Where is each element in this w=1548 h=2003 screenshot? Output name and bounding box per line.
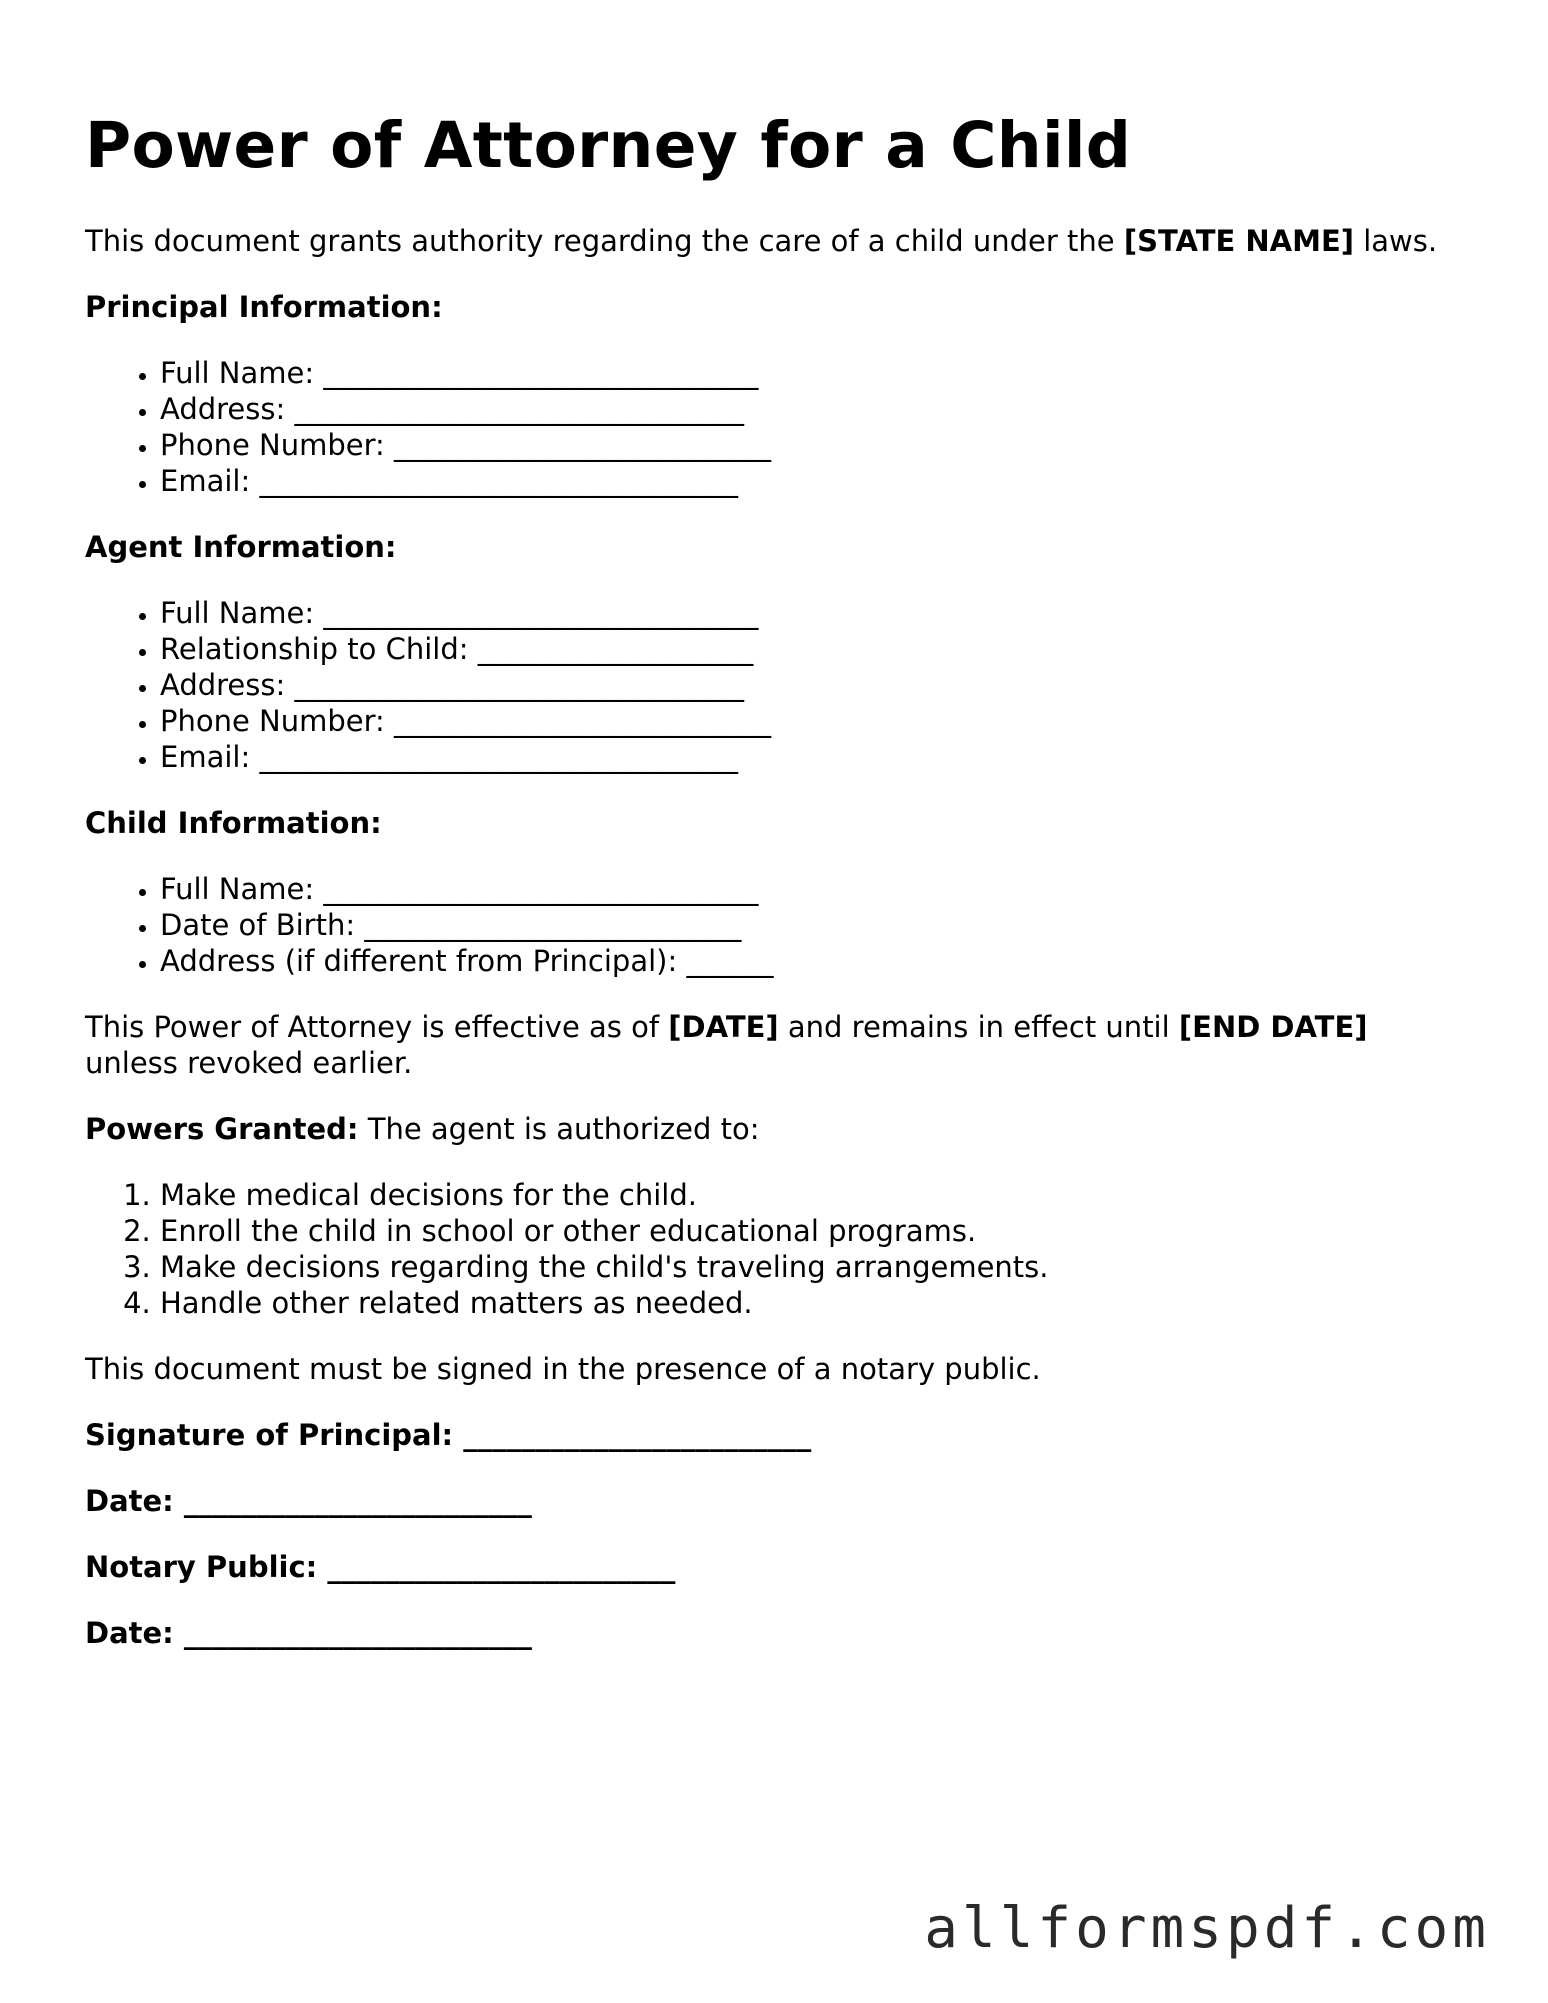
power-item: 2. Enroll the child in school or other educational programs. [160, 1213, 1465, 1249]
agent-email-field [160, 739, 1465, 775]
child-address-field [160, 943, 1465, 979]
principal-date-line [85, 1483, 1465, 1519]
principal-phone-field [160, 427, 1465, 463]
agent-heading: Agent Information: [85, 530, 397, 564]
field-label: Phone Number: [160, 428, 395, 462]
effective-text-end: unless revoked earlier. [85, 1046, 413, 1080]
field-label: Email: [160, 464, 260, 498]
intro-text: This document grants authority regarding the care of a child under the [85, 224, 1124, 258]
address-blank[interactable]: ______ [686, 944, 774, 978]
powers-list [85, 1177, 1465, 1321]
notary-label: Notary Public: [85, 1550, 328, 1584]
address-blank[interactable]: _______________________________ [294, 668, 744, 702]
principal-fields-list [85, 355, 1465, 499]
agent-phone-field [160, 703, 1465, 739]
power-item: 3. Make decisions regarding the child's traveling arrangements. [160, 1249, 1465, 1285]
intro-text-end: laws. [1354, 224, 1438, 258]
end-date-placeholder: [END DATE] [1178, 1010, 1368, 1044]
notary-signature-line [85, 1549, 1465, 1585]
field-label: Address (if different from Principal): [160, 944, 687, 978]
principal-email-field [160, 463, 1465, 499]
date-blank[interactable]: ________________________ [183, 1484, 532, 1518]
agent-fields-list [85, 595, 1465, 775]
field-label: Email: [160, 740, 260, 774]
field-label: Full Name: [160, 872, 324, 906]
agent-full-name-field [160, 595, 1465, 631]
intro-paragraph [85, 223, 1465, 259]
power-item: 1. Make medical decisions for the child. [160, 1177, 1465, 1213]
watermark-text: allformspdf.com [924, 1896, 1490, 1961]
relationship-blank[interactable]: ___________________ [477, 632, 754, 666]
principal-signature-line [85, 1417, 1465, 1453]
child-dob-field [160, 907, 1465, 943]
effective-text-middle: and remains in effect until [778, 1010, 1179, 1044]
power-item: 4. Handle other related matters as needed. [160, 1285, 1465, 1321]
notary-date-line [85, 1615, 1465, 1651]
field-label: Phone Number: [160, 704, 395, 738]
child-full-name-field [160, 871, 1465, 907]
notary-requirement: This document must be signed in the presence of a notary public. [85, 1352, 1041, 1386]
field-label: Address: [160, 392, 295, 426]
agent-relationship-field [160, 631, 1465, 667]
full-name-blank[interactable]: ______________________________ [323, 596, 759, 630]
signature-blank[interactable]: ________________________ [463, 1418, 812, 1452]
dob-blank[interactable]: __________________________ [364, 908, 742, 942]
date-label: Date: [85, 1616, 184, 1650]
notary-blank[interactable]: ________________________ [327, 1550, 676, 1584]
document-page [85, 100, 1465, 1651]
date-blank[interactable]: ________________________ [183, 1616, 532, 1650]
state-placeholder: [STATE NAME] [1123, 224, 1355, 258]
date-label: Date: [85, 1484, 184, 1518]
effective-text: This Power of Attorney is effective as of [85, 1010, 669, 1044]
powers-text: The agent is authorized to: [358, 1112, 760, 1146]
field-label: Full Name: [160, 356, 324, 390]
field-label: Date of Birth: [160, 908, 365, 942]
principal-full-name-field [160, 355, 1465, 391]
signature-label: Signature of Principal: [85, 1418, 464, 1452]
powers-label: Powers Granted: [85, 1112, 359, 1146]
email-blank[interactable]: _________________________________ [259, 740, 738, 774]
field-label: Address: [160, 668, 295, 702]
document-title: Power of Attorney for a Child [85, 109, 1132, 182]
principal-address-field [160, 391, 1465, 427]
field-label: Full Name: [160, 596, 324, 630]
full-name-blank[interactable]: ______________________________ [323, 872, 759, 906]
child-heading: Child Information: [85, 806, 382, 840]
field-label: Relationship to Child: [160, 632, 478, 666]
effective-paragraph [85, 1009, 1465, 1081]
full-name-blank[interactable]: ______________________________ [323, 356, 759, 390]
email-blank[interactable]: _________________________________ [259, 464, 738, 498]
agent-address-field [160, 667, 1465, 703]
phone-blank[interactable]: __________________________ [394, 704, 772, 738]
powers-paragraph [85, 1111, 1465, 1147]
date-placeholder: [DATE] [668, 1010, 779, 1044]
principal-heading: Principal Information: [85, 290, 443, 324]
address-blank[interactable]: _______________________________ [294, 392, 744, 426]
child-fields-list [85, 871, 1465, 979]
phone-blank[interactable]: __________________________ [394, 428, 772, 462]
